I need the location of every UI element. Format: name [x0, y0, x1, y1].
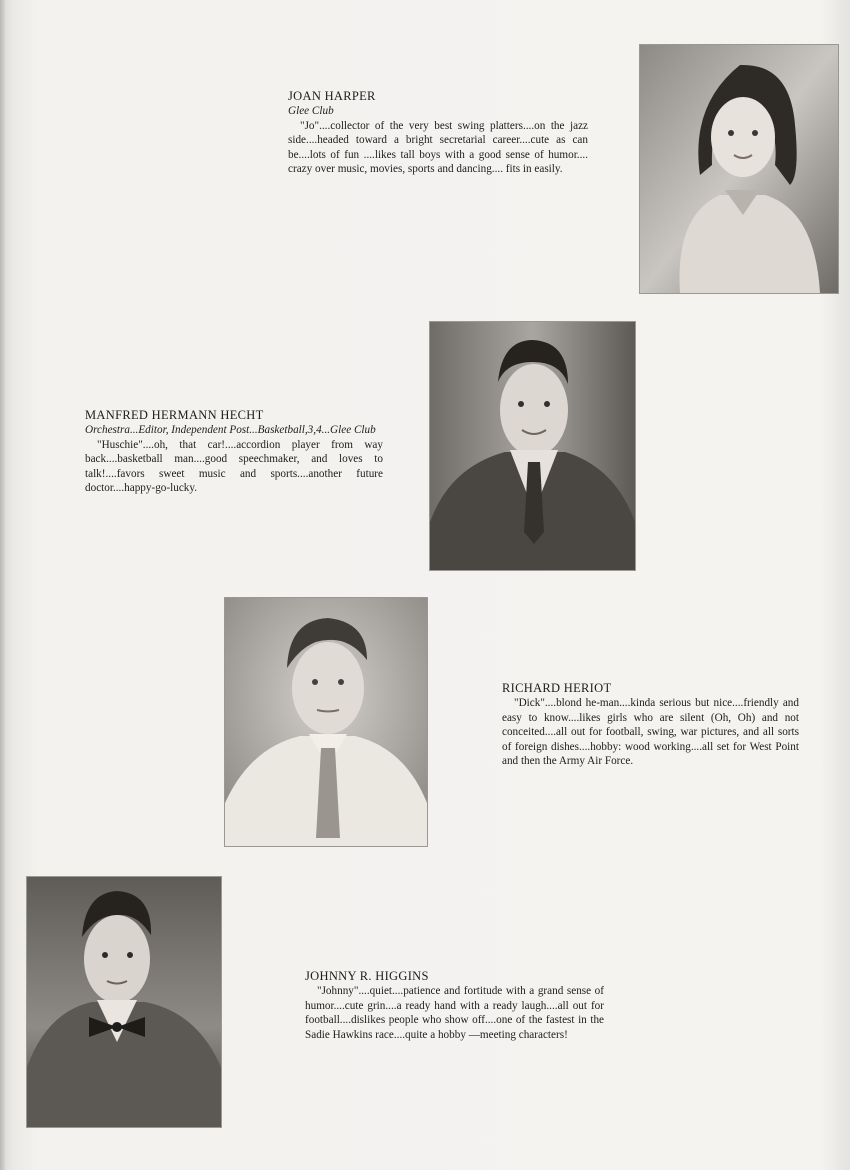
senior-name: JOHNNY R. HIGGINS — [305, 969, 429, 983]
senior-name: MANFRED HERMANN HECHT — [85, 408, 264, 422]
senior-name: JOAN HARPER — [288, 89, 376, 103]
senior-write-up: "Jo"....collector of the very best swing platters....on the jazz side....headed toward a bright secretarial career....cute as can be....lots of fun ....likes tall boys with a good sense of humor.... crazy over music, movies, sports and dancing.... fits in easily. — [288, 119, 588, 176]
binding-shadow — [0, 0, 6, 1170]
senior-name: RICHARD HERIOT — [502, 681, 612, 695]
senior-entry-richard-heriot — [502, 681, 799, 769]
portrait-photo-richard-heriot — [225, 598, 427, 846]
senior-entry-manfred-hecht — [85, 408, 383, 496]
senior-entry-johnny-higgins — [305, 969, 604, 1042]
portrait-photo-johnny-higgins — [27, 877, 221, 1127]
portrait-photo-joan-harper — [640, 45, 838, 293]
senior-write-up: "Dick"....blond he-man....kinda serious but nice....friendly and easy to know....likes girls who are silent (Oh, Oh) and not conceited....all out for football, swing, war pictures, and all sorts of foreign dishes....hobby: wood working....all set for West Point and then the Army Air Force. — [502, 697, 799, 768]
senior-activities: Orchestra...Editor, Independent Post...Basketball,3,4...Glee Club — [85, 424, 376, 436]
senior-entry-joan-harper — [288, 89, 588, 177]
senior-activities: Glee Club — [288, 105, 334, 117]
senior-write-up: "Huschie"....oh, that car!....accordion player from way back....basketball man....good speechmaker, and loves to talk!....favors sweet music and sports....another future doctor....happy-go-lucky. — [85, 438, 383, 495]
senior-write-up: "Johnny"....quiet....patience and fortitude with a grand sense of humor....cute grin....a ready hand with a ready laugh....all out for football....dislikes people who show off....one of the fastest in the Sadie Hawkins race....quite a hobby —meeting characters! — [305, 985, 604, 1041]
portrait-photo-manfred-hecht — [430, 322, 635, 570]
